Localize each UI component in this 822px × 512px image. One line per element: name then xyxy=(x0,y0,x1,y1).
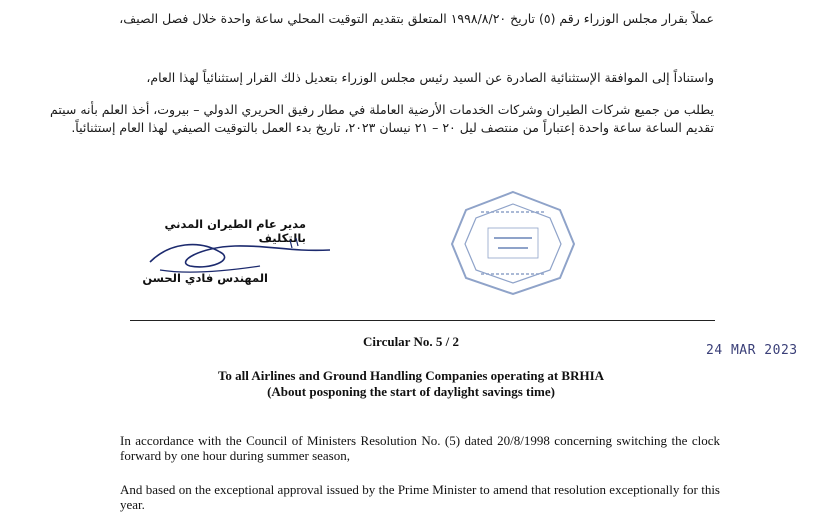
arabic-paragraph-1: عملاً بقرار مجلس الوزراء رقم (٥) تاريخ ١٩٩٨/٨/٢٠ المتعلق بتقديم التوقيت المحلي ساعة واحدة خلال فصل الصيف، xyxy=(119,11,714,26)
arabic-paragraph-3: يطلب من جميع شركات الطيران وشركات الخدمات الأرضية العاملة في مطار رفيق الحريري الدولي – بيروت، أخذ العلم بأنه سيتم تقديم الساعة ساعة واحدة إعتباراً من منتصف ليل ٢٠ – ٢١ نيسان ٢٠٢٣، تاريخ بدء العمل بالتوقيت الصيفي لهذا العام إستثنائياً. xyxy=(50,102,714,135)
signatory-name: المهندس فادي الحسن xyxy=(142,271,268,285)
official-stamp xyxy=(448,188,578,298)
addressee-line: To all Airlines and Ground Handling Companies operating at BRHIA xyxy=(217,368,605,383)
subject-line: (About posponing the start of daylight savings time) xyxy=(267,384,555,399)
circular-number: Circular No. 5 / 2 xyxy=(363,334,459,349)
signatory-title: مدير عام الطيران المدني بالتكليف xyxy=(164,217,306,245)
english-paragraph-2: And based on the exceptional approval issued by the Prime Minister to amend that resolution exceptionally for this year. xyxy=(120,482,720,512)
divider-rule xyxy=(130,320,715,321)
date-stamp: 24 MAR 2023 xyxy=(706,343,798,358)
circular-heading xyxy=(0,368,822,400)
english-paragraph-1: In accordance with the Council of Ministers Resolution No. (5) dated 20/8/1998 concerning switching the clock forward by one hour during summer season, xyxy=(120,433,720,463)
arabic-paragraph-2: واستناداً إلى الموافقة الإستثنائية الصادرة عن السيد رئيس مجلس الوزراء بتعديل ذلك القرار إستثنائياً لهذا العام، xyxy=(146,70,714,85)
